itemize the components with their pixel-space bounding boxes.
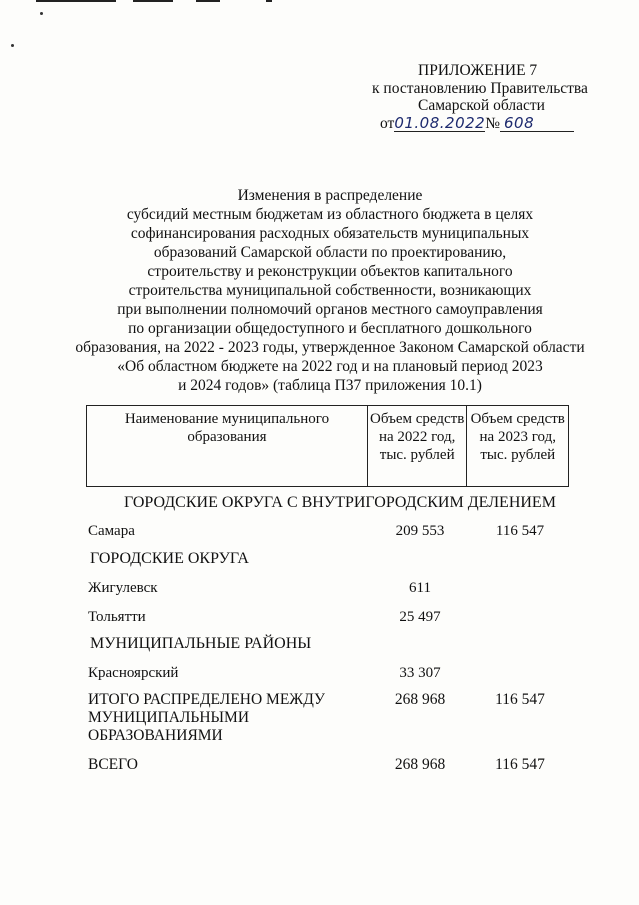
row-name: Жигулевск — [88, 580, 158, 596]
number-label: № — [485, 114, 501, 132]
header-name: Наименование муниципального образования — [87, 406, 368, 486]
row-name: Тольятти — [88, 609, 146, 625]
date-number-line — [372, 115, 592, 133]
title-line: образований Самарской области по проектированию, — [153, 244, 507, 261]
header-2023: Объем средств на 2023 год, тыс. рублей — [470, 411, 565, 463]
decree-label: к постановлению Правительства — [372, 79, 588, 97]
row-name: ВСЕГО — [88, 756, 138, 773]
scan-speck — [40, 12, 43, 15]
handwritten-number: 608 — [504, 113, 535, 132]
title-line: субсидий местным бюджетам из областного бюджета в целях — [126, 206, 534, 223]
row-value-2022: 611 — [409, 580, 431, 596]
section-heading: ГОРОДСКИЕ ОКРУГА С ВНУТРИГОРОДСКИМ ДЕЛЕНИЕМ — [124, 494, 556, 511]
title-line: софинансирования расходных обязательств муниципальных — [130, 225, 530, 242]
row-value-2022: 209 553 — [395, 523, 445, 539]
row-value-2023: 116 547 — [495, 523, 545, 539]
row-value-2022: 268 968 — [394, 756, 446, 773]
title-line: образования, на 2022 - 2023 годы, утвержденное Законом Самарской области — [75, 339, 585, 356]
table-header — [86, 405, 569, 487]
section-heading: МУНИЦИПАЛЬНЫЕ РАЙОНЫ — [90, 635, 312, 652]
document-title — [60, 186, 600, 395]
title-line: и 2024 годов» (таблица П37 приложения 10.1) — [178, 377, 482, 394]
region-label: Самарской области — [418, 97, 545, 114]
approval-block — [372, 62, 592, 132]
row-value-2022: 25 497 — [399, 609, 441, 625]
row-name: Самара — [88, 523, 135, 539]
scan-speck — [11, 44, 14, 47]
section-heading: ГОРОДСКИЕ ОКРУГА — [90, 550, 249, 567]
row-value-2022: 33 307 — [399, 665, 441, 681]
row-value-2022: 268 968 — [394, 691, 446, 708]
scan-edge-marks — [0, 0, 639, 6]
title-line: строительству и реконструкции объектов капитального — [147, 263, 513, 280]
title-line: при выполнении полномочий органов местного самоуправления — [117, 301, 543, 318]
header-2022: Объем средств на 2022 год, тыс. рублей — [368, 406, 468, 486]
handwritten-date: 01.08.2022 — [394, 113, 486, 132]
title-line: «Об областном бюджете на 2022 год и на плановый период 2023 — [117, 358, 543, 375]
title-line: Изменения в распределение — [237, 187, 423, 204]
title-line: по организации общедоступного и бесплатного дошкольного — [128, 320, 532, 337]
title-line: строительства муниципальной собственности, возникающих — [128, 282, 532, 299]
row-value-2023: 116 547 — [495, 756, 545, 773]
row-name: Красноярский — [88, 665, 179, 681]
appendix-label: ПРИЛОЖЕНИЕ 7 — [418, 62, 538, 79]
row-value-2023: 116 547 — [495, 691, 545, 708]
row-name: ИТОГО РАСПРЕДЕЛЕНО МЕЖДУ МУНИЦИПАЛЬНЫМИ ОБРАЗОВАНИЯМИ — [88, 691, 325, 744]
from-label: от — [380, 114, 395, 132]
